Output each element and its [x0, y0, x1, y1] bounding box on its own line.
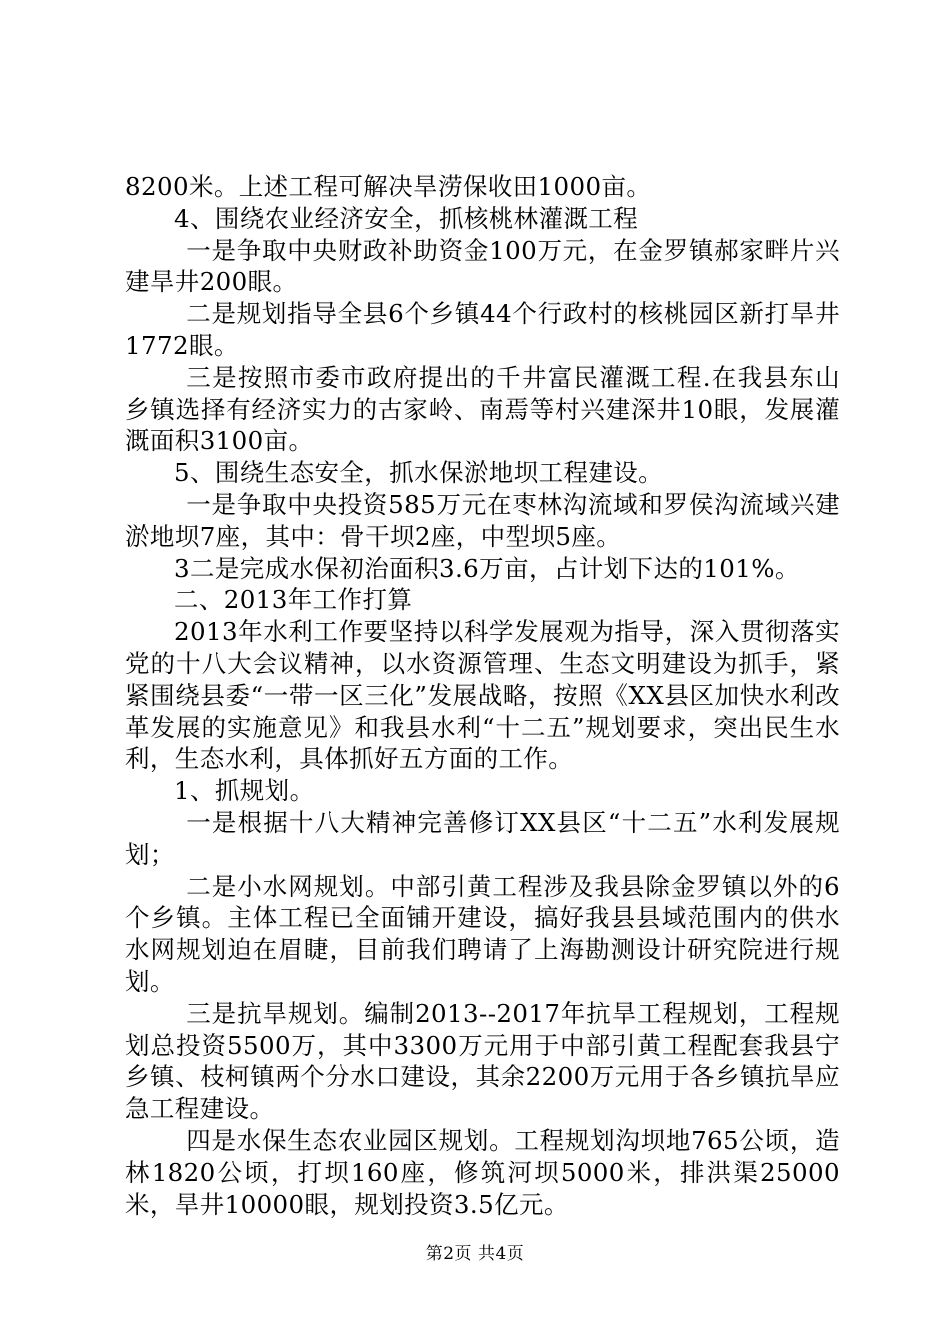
section-heading-plan: 二、2013年工作打算: [174, 585, 413, 615]
paragraph-planning-1: 一是根据十八大精神完善修订XX县区“十二五”水利发展规划；: [125, 807, 840, 869]
paragraph-item-3: 三是按照市委市政府提出的千井富民灌溉工程.在我县东山乡镇选择有经济实力的古家岭、南焉等村兴建深井10眼，发展灌溉面积3100亩。: [125, 362, 840, 456]
paragraph-plan-intro: 2013年水利工作要坚持以科学发展观为指导，深入贯彻落实党的十八大会议精神，以水资源管理、生态文明建设为抓手，紧紧围绕县委“一带一区三化”发展战略，按照《XX县区加快水利改革发展的实施意见》和我县水利“十二五”规划要求，突出民生水利，生态水利，具体抓好五方面的工作。: [125, 617, 840, 774]
paragraph-item-1: 一是争取中央财政补助资金100万元，在金罗镇郝家畔片兴建旱井200眼。: [125, 235, 840, 297]
paragraph-planning-3: 三是抗旱规划。编制2013--2017年抗旱工程规划，工程规划总投资5500万，其中3300万元用于中部引黄工程配套我县宁乡镇、枝柯镇两个分水口建设，其余2200万元用于各乡镇抗旱应急工程建设。: [125, 998, 840, 1124]
document-body: [125, 171, 840, 1220]
paragraph-planning-2: 二是小水网规划。中部引黄工程涉及我县除金罗镇以外的6个乡镇。主体工程已全面铺开建设，搞好我县县域范围内的供水水网规划迫在眉睫，目前我们聘请了上海勘测设计研究院进行规划。: [125, 871, 840, 996]
section-heading-4: 4、围绕农业经济安全，抓核桃林灌溉工程: [174, 203, 639, 233]
paragraph-item-4: 一是争取中央投资585万元在枣林沟流域和罗侯沟流域兴建淤地坝7座，其中：骨干坝2座，中型坝5座。: [125, 489, 840, 551]
paragraph-item-5: 3二是完成水保初治面积3.6万亩，占计划下达的101%。: [174, 553, 800, 583]
subheading-planning: 1、抓规划。: [174, 776, 315, 806]
paragraph-item-2: 二是规划指导全县6个乡镇44个行政村的核桃园区新打旱井1772眼。: [125, 299, 840, 360]
paragraph-planning-4: 四是水保生态农业园区规划。工程规划沟坝地765公顷，造林1820公顷，打坝160座，修筑河坝5000米，排洪渠25000米，旱井10000眼，规划投资3.5亿元。: [125, 1125, 840, 1219]
section-heading-5: 5、围绕生态安全，抓水保淤地坝工程建设。: [174, 458, 664, 488]
page-footer: 第2页 共4页: [425, 1244, 525, 1264]
paragraph-continuation: 8200米。上述工程可解决旱涝保收田1000亩。: [125, 172, 652, 201]
